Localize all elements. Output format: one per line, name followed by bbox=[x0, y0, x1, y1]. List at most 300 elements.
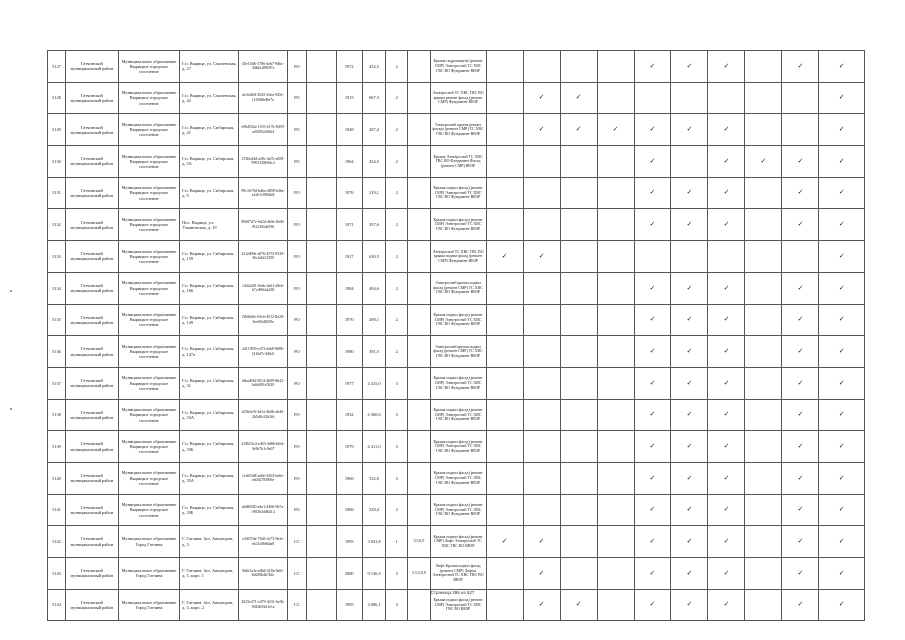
work-check-cell bbox=[597, 399, 634, 431]
settlement-cell: Муниципальное образование Город Гатчина bbox=[118, 589, 179, 621]
checkmark-icon: ✓ bbox=[838, 93, 845, 102]
work-check-cell bbox=[486, 431, 523, 463]
ownership-form-cell: РО bbox=[287, 82, 306, 114]
floors-cell: 3 bbox=[386, 431, 408, 463]
work-check-cell bbox=[671, 399, 708, 431]
district-cell: Гатчинский муниципальный район bbox=[65, 146, 118, 178]
guid-cell: 1d42af01-0eeb-4a61-a9eb-b7cd96fa2d38 bbox=[239, 272, 288, 304]
work-check-cell bbox=[671, 558, 708, 590]
checkmark-icon: ✓ bbox=[723, 188, 730, 197]
complex-cell bbox=[408, 51, 430, 83]
work-check-cell bbox=[708, 304, 745, 336]
complex-cell bbox=[408, 399, 430, 431]
table-row bbox=[48, 82, 865, 114]
blank-cell bbox=[306, 304, 336, 336]
complex-cell bbox=[408, 304, 430, 336]
checkmark-icon: ✓ bbox=[723, 283, 730, 292]
floors-cell: 2 bbox=[386, 272, 408, 304]
work-check-cell bbox=[671, 462, 708, 494]
final-check-cell bbox=[819, 272, 865, 304]
works-list-cell: Крыша подвал фасад (ремонт СМР) Лифт Электроснаб ТС ХВС ГВС ВО ВВЗР bbox=[430, 526, 486, 558]
table-row bbox=[48, 431, 865, 463]
blank-cell bbox=[306, 241, 336, 273]
work-check-cell bbox=[671, 51, 708, 83]
work-check-cell bbox=[745, 146, 782, 178]
work-check-cell bbox=[745, 558, 782, 590]
checkmark-icon: ✓ bbox=[649, 537, 656, 546]
address-cell: Г.п. Вырица, ул. Сибирская, д. 159 bbox=[180, 241, 239, 273]
work-check-cell bbox=[708, 51, 745, 83]
work-check-cell bbox=[560, 367, 597, 399]
area-cell: 4 411,0 bbox=[362, 431, 385, 463]
complex-cell bbox=[408, 336, 430, 368]
blank-cell bbox=[306, 82, 336, 114]
work-check-cell bbox=[560, 272, 597, 304]
table-row bbox=[48, 146, 865, 178]
district-cell: Гатчинский муниципальный район bbox=[65, 494, 118, 526]
year-built-cell: 1995 bbox=[336, 589, 362, 621]
work-check-cell bbox=[782, 558, 819, 590]
work-check-cell bbox=[560, 241, 597, 273]
blank-cell bbox=[306, 399, 336, 431]
checkmark-icon: ✓ bbox=[649, 410, 656, 419]
work-check-cell bbox=[486, 558, 523, 590]
checkmark-icon: ✓ bbox=[838, 283, 845, 292]
work-check-cell bbox=[486, 241, 523, 273]
checkmark-icon: ✓ bbox=[723, 568, 730, 577]
work-check-cell bbox=[671, 177, 708, 209]
final-check-cell bbox=[819, 494, 865, 526]
work-check-cell bbox=[782, 494, 819, 526]
work-check-cell bbox=[708, 114, 745, 146]
work-check-cell bbox=[597, 82, 634, 114]
work-check-cell bbox=[708, 177, 745, 209]
checkmark-icon: ✓ bbox=[686, 600, 693, 609]
work-check-cell bbox=[523, 51, 560, 83]
blank-cell bbox=[306, 146, 336, 178]
guid-cell: 4e32d6ff-2625-43ea-945e-f1f9d6bd9e7a bbox=[239, 82, 288, 114]
guid-cell: e96d552a-1105-417b-8459-ae9295a5f664 bbox=[239, 114, 288, 146]
work-check-cell bbox=[523, 146, 560, 178]
work-check-cell bbox=[745, 177, 782, 209]
checkmark-icon: ✓ bbox=[649, 315, 656, 324]
work-check-cell bbox=[486, 526, 523, 558]
floors-cell: 2 bbox=[386, 51, 408, 83]
work-check-cell bbox=[523, 209, 560, 241]
area-cell: 287,4 bbox=[362, 114, 385, 146]
ownership-form-cell: СС bbox=[287, 589, 306, 621]
area-cell: 630,5 bbox=[362, 241, 385, 273]
work-check-cell bbox=[486, 82, 523, 114]
floors-cell: 3 bbox=[386, 462, 408, 494]
work-check-cell bbox=[708, 146, 745, 178]
work-check-cell bbox=[745, 336, 782, 368]
work-check-cell bbox=[634, 177, 671, 209]
checkmark-icon: ✓ bbox=[686, 537, 693, 546]
year-built-cell: 1948 bbox=[336, 114, 362, 146]
checkmark-icon: ✓ bbox=[723, 600, 730, 609]
checkmark-icon: ✓ bbox=[838, 537, 845, 546]
checkmark-icon: ✓ bbox=[838, 188, 845, 197]
checkmark-icon: ✓ bbox=[538, 600, 545, 609]
checkmark-icon: ✓ bbox=[723, 125, 730, 134]
checkmark-icon: ✓ bbox=[797, 410, 804, 419]
floors-cell: 3 bbox=[386, 367, 408, 399]
complex-cell bbox=[408, 241, 430, 273]
checkmark-icon: ✓ bbox=[838, 251, 845, 260]
row-number: 5141 bbox=[48, 494, 66, 526]
checkmark-icon: ✓ bbox=[838, 61, 845, 70]
row-number: 5138 bbox=[48, 399, 66, 431]
works-list-cell: Крыша подвал фасад (ремонт СМР) Электроснаб ТС ХВС ГВС ВО Фундамент ВВЗР bbox=[430, 399, 486, 431]
address-cell: Г.п. Вырица, ул. Сибирская, д. 35Б bbox=[180, 494, 239, 526]
guid-cell: b1f2d90e-a876-4573-8318-36cfa6221595 bbox=[239, 241, 288, 273]
work-check-cell bbox=[745, 51, 782, 83]
work-check-cell bbox=[708, 336, 745, 368]
work-check-cell bbox=[671, 336, 708, 368]
area-cell: 4 360,6 bbox=[362, 399, 385, 431]
work-check-cell bbox=[708, 399, 745, 431]
work-check-cell bbox=[708, 494, 745, 526]
checkmark-icon: ✓ bbox=[838, 125, 845, 134]
district-cell: Гатчинский муниципальный район bbox=[65, 51, 118, 83]
work-check-cell bbox=[671, 494, 708, 526]
work-check-cell bbox=[634, 146, 671, 178]
work-check-cell bbox=[708, 367, 745, 399]
work-check-cell bbox=[523, 367, 560, 399]
row-number: 5133 bbox=[48, 241, 66, 273]
work-check-cell bbox=[745, 494, 782, 526]
work-check-cell bbox=[671, 241, 708, 273]
area-cell: 528,4 bbox=[362, 494, 385, 526]
work-check-cell bbox=[523, 272, 560, 304]
checkmark-icon: ✓ bbox=[686, 346, 693, 355]
work-check-cell bbox=[708, 431, 745, 463]
work-check-cell bbox=[782, 462, 819, 494]
complex-cell bbox=[408, 177, 430, 209]
final-check-cell bbox=[819, 336, 865, 368]
floors-cell: 2 bbox=[386, 209, 408, 241]
address-cell: Г.п. Вырица, ул. Сибирская, д. 147а bbox=[180, 336, 239, 368]
year-built-cell: 1976 bbox=[336, 177, 362, 209]
year-built-cell: 2000 bbox=[336, 558, 362, 590]
work-check-cell bbox=[634, 526, 671, 558]
work-check-cell bbox=[486, 336, 523, 368]
checkmark-icon: ✓ bbox=[838, 220, 845, 229]
ownership-form-cell: СС bbox=[287, 526, 306, 558]
work-check-cell bbox=[745, 462, 782, 494]
work-check-cell bbox=[782, 272, 819, 304]
ownership-form-cell: РО bbox=[287, 431, 306, 463]
complex-cell bbox=[408, 431, 430, 463]
ownership-form-cell: РО bbox=[287, 209, 306, 241]
row-number: 5130 bbox=[48, 146, 66, 178]
settlement-cell: Муниципальное образование Вырицкое городское поселение bbox=[118, 272, 179, 304]
ownership-form-cell: РО bbox=[287, 462, 306, 494]
address-cell: Г.п. Вырица, ул. Сибирская, д. 5А bbox=[180, 146, 239, 178]
work-check-cell bbox=[486, 399, 523, 431]
ownership-form-cell: СС bbox=[287, 558, 306, 590]
work-check-cell bbox=[634, 272, 671, 304]
work-check-cell bbox=[597, 462, 634, 494]
work-check-cell bbox=[597, 558, 634, 590]
checkmark-icon: ✓ bbox=[686, 283, 693, 292]
work-check-cell bbox=[745, 399, 782, 431]
address-cell: Пос. Вырица, ул. Ульяновская, д. 19 bbox=[180, 209, 239, 241]
floors-cell: 2 bbox=[386, 304, 408, 336]
work-check-cell bbox=[634, 431, 671, 463]
table-row bbox=[48, 336, 865, 368]
final-check-cell bbox=[819, 462, 865, 494]
work-check-cell bbox=[745, 526, 782, 558]
blank-cell bbox=[306, 336, 336, 368]
complex-cell bbox=[408, 209, 430, 241]
work-check-cell bbox=[523, 304, 560, 336]
work-check-cell bbox=[523, 336, 560, 368]
address-cell: Г. Гатчина, бул. Авиаторов, д. 3 bbox=[180, 526, 239, 558]
checkmark-icon: ✓ bbox=[649, 568, 656, 577]
blank-cell bbox=[306, 462, 336, 494]
year-built-cell: 1932 bbox=[336, 399, 362, 431]
work-check-cell bbox=[486, 114, 523, 146]
checkmark-icon: ✓ bbox=[686, 568, 693, 577]
district-cell: Гатчинский муниципальный район bbox=[65, 399, 118, 431]
work-check-cell bbox=[560, 336, 597, 368]
work-check-cell bbox=[745, 209, 782, 241]
work-check-cell bbox=[671, 304, 708, 336]
work-check-cell bbox=[523, 177, 560, 209]
checkmark-icon: ✓ bbox=[838, 315, 845, 324]
area-cell: 357,6 bbox=[362, 209, 385, 241]
guid-cell: a6d8f020-a4e1-4466-9b7a-c903b3dd6414 bbox=[239, 494, 288, 526]
work-check-cell bbox=[486, 462, 523, 494]
area-cell: 9 136,3 bbox=[362, 558, 385, 590]
guid-cell: c1e6f5d8-ad6e-4363-be6e-ea0d27838f6e bbox=[239, 462, 288, 494]
area-cell: 219,1 bbox=[362, 177, 385, 209]
district-cell: Гатчинский муниципальный район bbox=[65, 209, 118, 241]
work-check-cell bbox=[486, 272, 523, 304]
checkmark-icon: ✓ bbox=[797, 283, 804, 292]
complex-cell: 5,5,5,8,9 bbox=[408, 558, 430, 590]
checkmark-icon: ✓ bbox=[575, 600, 582, 609]
work-check-cell bbox=[523, 494, 560, 526]
work-check-cell bbox=[560, 558, 597, 590]
work-check-cell bbox=[560, 431, 597, 463]
work-check-cell bbox=[560, 51, 597, 83]
checkmark-icon: ✓ bbox=[723, 315, 730, 324]
checkmark-icon: ✓ bbox=[649, 220, 656, 229]
ownership-form-cell: РО bbox=[287, 336, 306, 368]
row-number: 5129 bbox=[48, 114, 66, 146]
work-check-cell bbox=[597, 272, 634, 304]
floors-cell: 3 bbox=[386, 399, 408, 431]
checkmark-icon: ✓ bbox=[723, 346, 730, 355]
final-check-cell bbox=[819, 241, 865, 273]
checkmark-icon: ✓ bbox=[797, 188, 804, 197]
row-number: 5135 bbox=[48, 304, 66, 336]
final-check-cell bbox=[819, 558, 865, 590]
register-table bbox=[47, 50, 865, 621]
area-cell: 3 041,8 bbox=[362, 526, 385, 558]
work-check-cell bbox=[486, 51, 523, 83]
checkmark-icon: ✓ bbox=[723, 61, 730, 70]
checkmark-icon: ✓ bbox=[686, 220, 693, 229]
blank-cell bbox=[306, 272, 336, 304]
work-check-cell bbox=[560, 462, 597, 494]
work-check-cell bbox=[782, 51, 819, 83]
table-row bbox=[48, 558, 865, 590]
table-row bbox=[48, 114, 865, 146]
blank-cell bbox=[306, 526, 336, 558]
row-number: 5132 bbox=[48, 209, 66, 241]
district-cell: Гатчинский муниципальный район bbox=[65, 558, 118, 590]
work-check-cell bbox=[597, 209, 634, 241]
works-list-cell: Электроснаб ТС ХВС ГВС ВО крыша ремонт фасад (ремонт СМР) Фундамент ВВЗР bbox=[430, 82, 486, 114]
work-check-cell bbox=[745, 304, 782, 336]
page-footer: Страница 286 из 627 bbox=[430, 590, 475, 595]
final-check-cell bbox=[819, 526, 865, 558]
complex-cell bbox=[408, 82, 430, 114]
blank-cell bbox=[306, 494, 336, 526]
work-check-cell bbox=[486, 304, 523, 336]
district-cell: Гатчинский муниципальный район bbox=[65, 462, 118, 494]
checkmark-icon: ✓ bbox=[649, 505, 656, 514]
work-check-cell bbox=[523, 431, 560, 463]
work-check-cell bbox=[708, 462, 745, 494]
table-row bbox=[48, 241, 865, 273]
checkmark-icon: ✓ bbox=[686, 125, 693, 134]
table-row bbox=[48, 526, 865, 558]
address-cell: Г.п. Вырица, ул. Сибирская, д. 31 bbox=[180, 367, 239, 399]
floors-cell: 3 bbox=[386, 558, 408, 590]
work-check-cell bbox=[634, 114, 671, 146]
checkmark-icon: ✓ bbox=[686, 378, 693, 387]
work-check-cell bbox=[597, 177, 634, 209]
area-cell: 391,5 bbox=[362, 336, 385, 368]
final-check-cell bbox=[819, 431, 865, 463]
work-check-cell bbox=[634, 241, 671, 273]
work-check-cell bbox=[782, 177, 819, 209]
work-check-cell bbox=[597, 336, 634, 368]
district-cell: Гатчинский муниципальный район bbox=[65, 431, 118, 463]
checkmark-icon: ✓ bbox=[838, 473, 845, 482]
row-number: 5143 bbox=[48, 558, 66, 590]
district-cell: Гатчинский муниципальный район bbox=[65, 82, 118, 114]
settlement-cell: Муниципальное образование Город Гатчина bbox=[118, 558, 179, 590]
work-check-cell bbox=[597, 51, 634, 83]
work-check-cell bbox=[782, 367, 819, 399]
work-check-cell bbox=[560, 177, 597, 209]
complex-cell: 5,5,6,9 bbox=[408, 526, 430, 558]
settlement-cell: Муниципальное образование Вырицкое городское поселение bbox=[118, 114, 179, 146]
checkmark-icon: ✓ bbox=[838, 156, 845, 165]
checkmark-icon: ✓ bbox=[797, 220, 804, 229]
ownership-form-cell: РО bbox=[287, 272, 306, 304]
work-check-cell bbox=[597, 526, 634, 558]
checkmark-icon: ✓ bbox=[538, 93, 545, 102]
work-check-cell bbox=[634, 399, 671, 431]
ownership-form-cell: РО bbox=[287, 367, 306, 399]
checkmark-icon: ✓ bbox=[723, 156, 730, 165]
work-check-cell bbox=[560, 82, 597, 114]
work-check-cell bbox=[671, 272, 708, 304]
final-check-cell bbox=[819, 209, 865, 241]
work-check-cell bbox=[782, 526, 819, 558]
table-row bbox=[48, 399, 865, 431]
works-list-cell: Крыша подвал фасад (ремонт СМР) Электроснаб ТС ХВС ГВС ВО Фундамент ВВЗР bbox=[430, 494, 486, 526]
works-list-cell: Крыша подвал фасад (ремонт СМР) Электроснаб ТС ХВС ГВС ВО ВВЗР bbox=[430, 589, 486, 621]
work-check-cell bbox=[634, 462, 671, 494]
guid-cell: 2d11f835-e47f-4ab8-9686-f216d7c3d0c0 bbox=[239, 336, 288, 368]
guid-cell: 2740ed4d-a28c-4a7b-a658-9991328b9dc4 bbox=[239, 146, 288, 178]
area-cell: 667,3 bbox=[362, 82, 385, 114]
table-row bbox=[48, 272, 865, 304]
area-cell: 452,5 bbox=[362, 51, 385, 83]
settlement-cell: Муниципальное образование Вырицкое городское поселение bbox=[118, 367, 179, 399]
checkmark-icon: ✓ bbox=[649, 61, 656, 70]
district-cell: Гатчинский муниципальный район bbox=[65, 177, 118, 209]
address-cell: Г.п. Вырица, ул. Сибирская, д. 33А bbox=[180, 399, 239, 431]
work-check-cell bbox=[560, 304, 597, 336]
settlement-cell: Муниципальное образование Вырицкое городское поселение bbox=[118, 146, 179, 178]
floors-cell: 2 bbox=[386, 177, 408, 209]
works-list-cell: Электроснаб ТС ХВС ГВС ВО крыша подвал фасад (ремонт СМР) Фундамент ВВЗР bbox=[430, 241, 486, 273]
checkmark-icon: ✓ bbox=[838, 600, 845, 609]
complex-cell bbox=[408, 367, 430, 399]
blank-cell bbox=[306, 431, 336, 463]
checkmark-icon: ✓ bbox=[538, 568, 545, 577]
work-check-cell bbox=[708, 209, 745, 241]
ownership-form-cell: РО bbox=[287, 241, 306, 273]
complex-cell bbox=[408, 272, 430, 304]
work-check-cell bbox=[560, 114, 597, 146]
work-check-cell bbox=[745, 272, 782, 304]
district-cell: Гатчинский муниципальный район bbox=[65, 114, 118, 146]
final-check-cell bbox=[819, 51, 865, 83]
work-check-cell bbox=[634, 304, 671, 336]
ownership-form-cell: РО bbox=[287, 399, 306, 431]
row-number: 5134 bbox=[48, 272, 66, 304]
work-check-cell bbox=[782, 431, 819, 463]
checkmark-icon: ✓ bbox=[838, 441, 845, 450]
work-check-cell bbox=[708, 272, 745, 304]
district-cell: Гатчинский муниципальный район bbox=[65, 241, 118, 273]
checkmark-icon: ✓ bbox=[575, 125, 582, 134]
settlement-cell: Муниципальное образование Город Гатчина bbox=[118, 526, 179, 558]
works-list-cell: Крыша подвал фасад (ремонт СМР) Электроснаб ТС ХВС ГВС ВО Фундамент ВВЗР bbox=[430, 367, 486, 399]
work-check-cell bbox=[560, 494, 597, 526]
area-cell: 4 086,1 bbox=[362, 589, 385, 621]
work-check-cell bbox=[708, 82, 745, 114]
blank-cell bbox=[306, 51, 336, 83]
district-cell: Гатчинский муниципальный район bbox=[65, 272, 118, 304]
works-list-cell: Электроснаб крыша подвал фасад (ремонт СМР) ТС ХВС ГВС ВО Фундамент ВВЗР bbox=[430, 272, 486, 304]
checkmark-icon: ✓ bbox=[501, 537, 508, 546]
final-check-cell bbox=[819, 82, 865, 114]
floors-cell: 1 bbox=[386, 526, 408, 558]
work-check-cell bbox=[560, 146, 597, 178]
district-cell: Гатчинский муниципальный район bbox=[65, 336, 118, 368]
checkmark-icon: ✓ bbox=[501, 251, 508, 260]
work-check-cell bbox=[745, 431, 782, 463]
final-check-cell bbox=[819, 177, 865, 209]
work-check-cell bbox=[782, 146, 819, 178]
address-cell: Г. Гатчина, бул. Авиаторов, д. 5, корп. 1 bbox=[180, 558, 239, 590]
table-row bbox=[48, 177, 865, 209]
work-check-cell bbox=[745, 114, 782, 146]
checkmark-icon: ✓ bbox=[723, 378, 730, 387]
work-check-cell bbox=[634, 558, 671, 590]
